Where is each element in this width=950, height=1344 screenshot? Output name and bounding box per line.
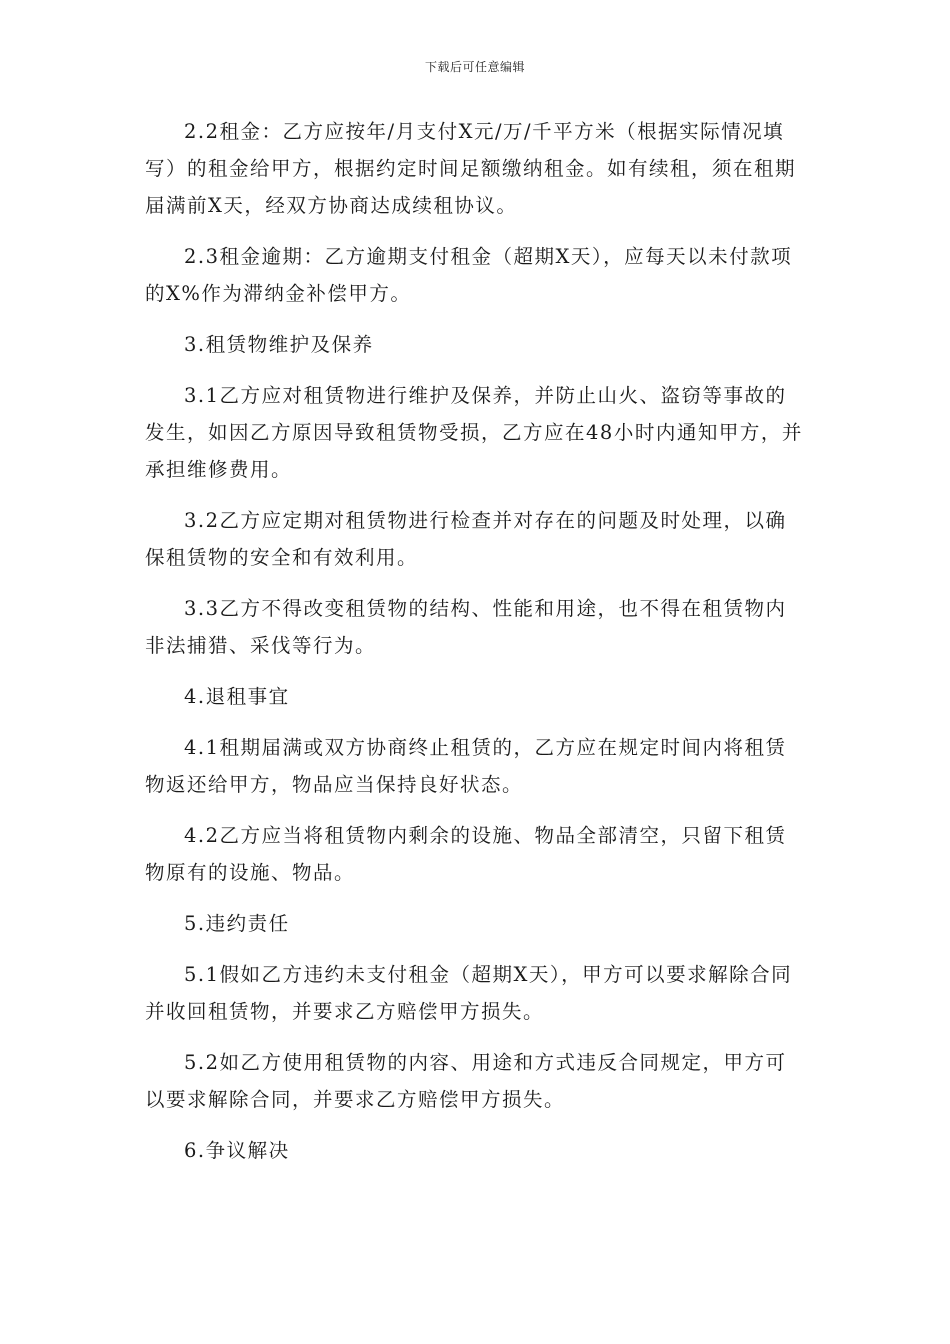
document-body	[145, 113, 805, 1183]
clause-4-2: 4.2乙方应当将租赁物内剩余的设施、物品全部清空，只留下租赁物原有的设施、物品。	[145, 824, 787, 884]
section-5-heading: 5.违约责任	[184, 912, 290, 935]
page-header-note: 下载后可任意编辑	[424, 60, 525, 74]
clause-3-2: 3.2乙方应定期对租赁物进行检查并对存在的问题及时处理，以确保租赁物的安全和有效利用。	[145, 509, 787, 569]
clause-3-1: 3.1乙方应对租赁物进行维护及保养，并防止山火、盗窃等事故的发生，如因乙方原因导致租赁物受损，乙方应在48小时内通知甲方，并承担维修费用。	[145, 384, 803, 481]
section-4-heading: 4.退租事宜	[184, 685, 290, 708]
clause-2-3-late-rent: 2.3租金逾期：乙方逾期支付租金（超期X天），应每天以未付款项的X%作为滞纳金补偿甲方。	[145, 245, 793, 305]
section-3-heading: 3.租赁物维护及保养	[184, 333, 374, 356]
clause-3-3: 3.3乙方不得改变租赁物的结构、性能和用途，也不得在租赁物内非法捕猎、采伐等行为。	[145, 597, 787, 657]
clause-5-2: 5.2如乙方使用租赁物的内容、用途和方式违反合同规定，甲方可以要求解除合同，并要求乙方赔偿甲方损失。	[145, 1051, 787, 1111]
clause-2-2-rent: 2.2租金：乙方应按年/月支付X元/万/千平方米（根据实际情况填写）的租金给甲方，根据约定时间足额缴纳租金。如有续租，须在租期届满前X天，经双方协商达成续租协议。	[145, 120, 797, 217]
clause-5-1: 5.1假如乙方违约未支付租金（超期X天），甲方可以要求解除合同并收回租赁物，并要求乙方赔偿甲方损失。	[145, 963, 793, 1023]
clause-4-1: 4.1租期届满或双方协商终止租赁的，乙方应在规定时间内将租赁物返还给甲方，物品应当保持良好状态。	[145, 736, 787, 796]
section-6-heading: 6.争议解决	[184, 1139, 290, 1162]
